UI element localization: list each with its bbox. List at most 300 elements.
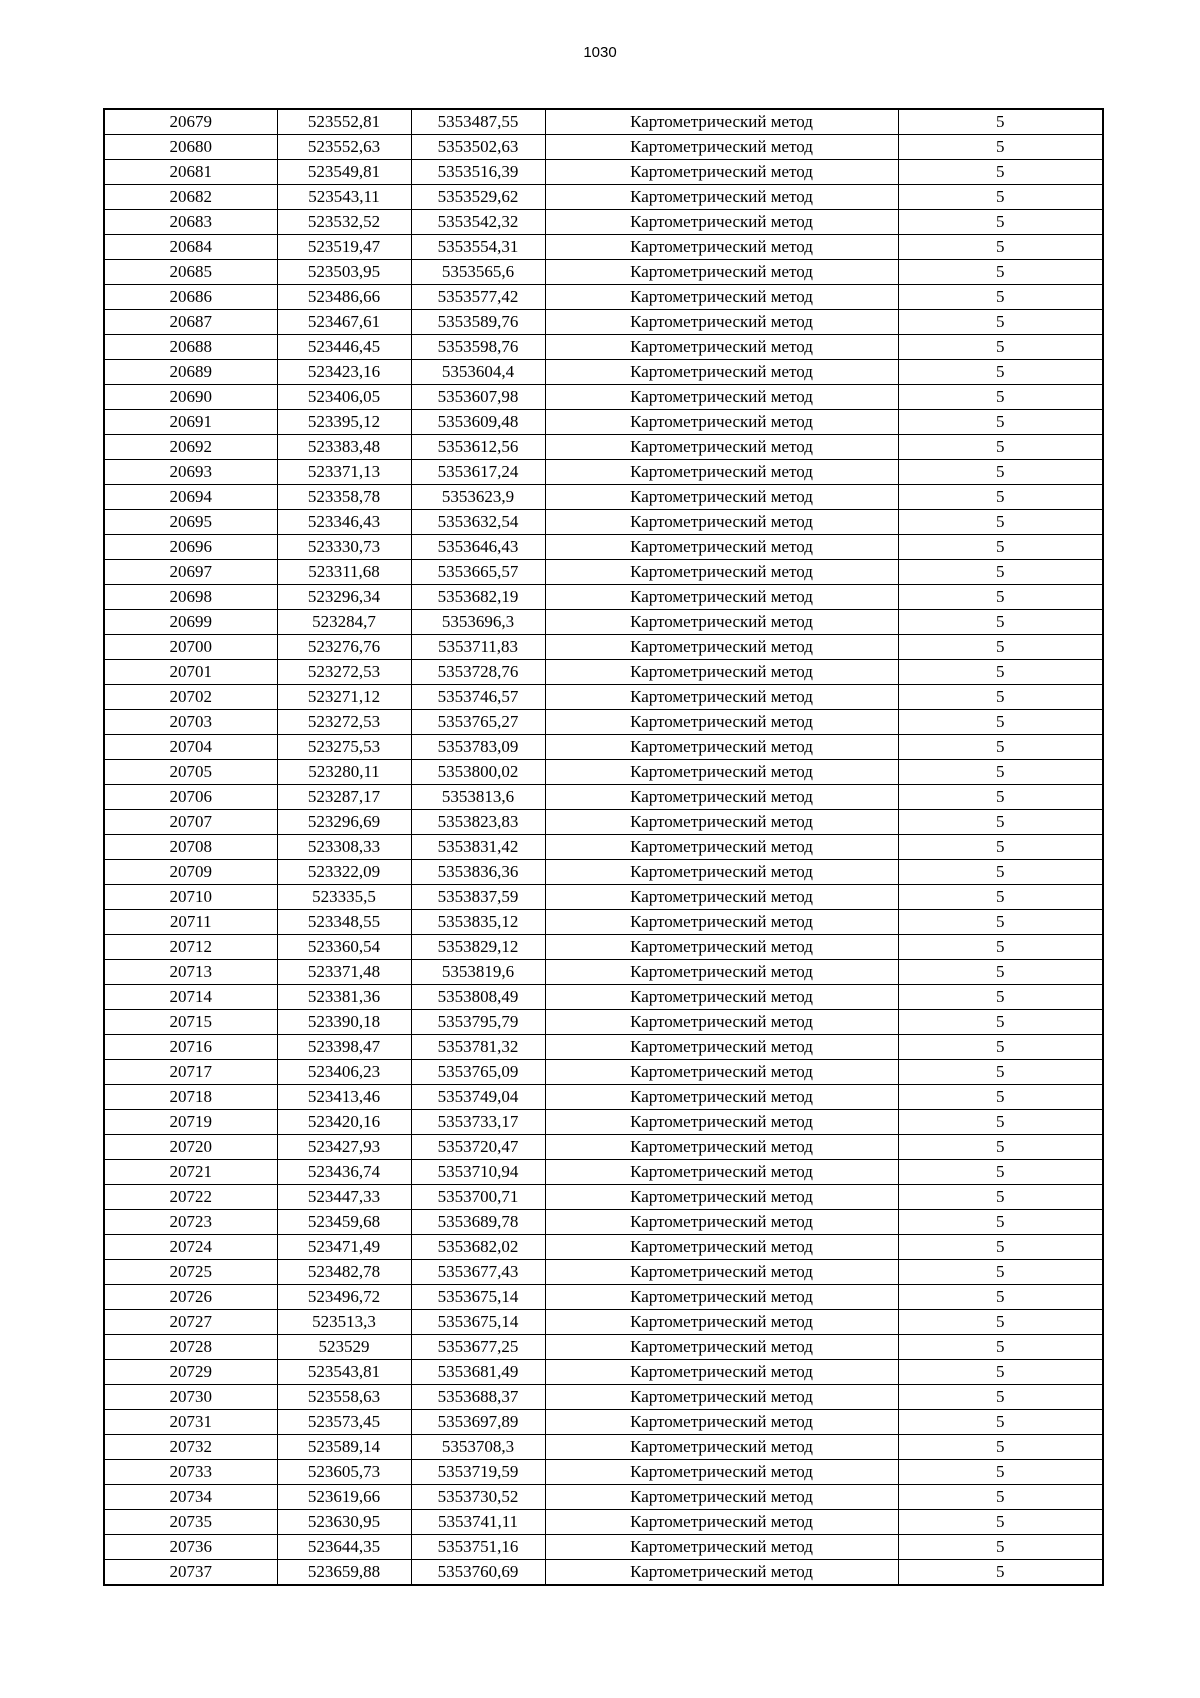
method-cell: Картометрический метод — [545, 1460, 898, 1485]
x-coordinate-cell: 523390,18 — [277, 1010, 411, 1035]
x-coordinate-cell: 523371,13 — [277, 460, 411, 485]
table-row — [104, 885, 1103, 910]
x-coordinate-cell: 523496,72 — [277, 1285, 411, 1310]
y-coordinate-cell: 5353682,19 — [411, 585, 545, 610]
method-cell: Картометрический метод — [545, 710, 898, 735]
table-row — [104, 460, 1103, 485]
table-row — [104, 1560, 1103, 1586]
method-cell: Картометрический метод — [545, 1110, 898, 1135]
method-cell: Картометрический метод — [545, 1385, 898, 1410]
y-coordinate-cell: 5353598,76 — [411, 335, 545, 360]
point-number-cell: 20716 — [104, 1035, 277, 1060]
method-cell: Картометрический метод — [545, 510, 898, 535]
accuracy-cell: 5 — [898, 1060, 1103, 1085]
y-coordinate-cell: 5353554,31 — [411, 235, 545, 260]
accuracy-cell: 5 — [898, 1010, 1103, 1035]
point-number-cell: 20684 — [104, 235, 277, 260]
accuracy-cell: 5 — [898, 1360, 1103, 1385]
point-number-cell: 20696 — [104, 535, 277, 560]
y-coordinate-cell: 5353682,02 — [411, 1235, 545, 1260]
point-number-cell: 20717 — [104, 1060, 277, 1085]
method-cell: Картометрический метод — [545, 1010, 898, 1035]
table-row — [104, 1410, 1103, 1435]
table-row — [104, 1435, 1103, 1460]
y-coordinate-cell: 5353720,47 — [411, 1135, 545, 1160]
table-row — [104, 135, 1103, 160]
method-cell: Картометрический метод — [545, 1210, 898, 1235]
y-coordinate-cell: 5353688,37 — [411, 1385, 545, 1410]
point-number-cell: 20683 — [104, 210, 277, 235]
table-row — [104, 1510, 1103, 1535]
point-number-cell: 20712 — [104, 935, 277, 960]
accuracy-cell: 5 — [898, 1110, 1103, 1135]
table-row — [104, 335, 1103, 360]
table-row — [104, 1010, 1103, 1035]
table-row — [104, 985, 1103, 1010]
method-cell: Картометрический метод — [545, 635, 898, 660]
x-coordinate-cell: 523589,14 — [277, 1435, 411, 1460]
accuracy-cell: 5 — [898, 1035, 1103, 1060]
point-number-cell: 20721 — [104, 1160, 277, 1185]
y-coordinate-cell: 5353708,3 — [411, 1435, 545, 1460]
y-coordinate-cell: 5353542,32 — [411, 210, 545, 235]
x-coordinate-cell: 523398,47 — [277, 1035, 411, 1060]
y-coordinate-cell: 5353719,59 — [411, 1460, 545, 1485]
x-coordinate-cell: 523358,78 — [277, 485, 411, 510]
y-coordinate-cell: 5353835,12 — [411, 910, 545, 935]
x-coordinate-cell: 523446,45 — [277, 335, 411, 360]
point-number-cell: 20704 — [104, 735, 277, 760]
method-cell: Картометрический метод — [545, 660, 898, 685]
accuracy-cell: 5 — [898, 885, 1103, 910]
x-coordinate-cell: 523296,69 — [277, 810, 411, 835]
method-cell: Картометрический метод — [545, 285, 898, 310]
accuracy-cell: 5 — [898, 135, 1103, 160]
point-number-cell: 20710 — [104, 885, 277, 910]
y-coordinate-cell: 5353829,12 — [411, 935, 545, 960]
point-number-cell: 20736 — [104, 1535, 277, 1560]
y-coordinate-cell: 5353604,4 — [411, 360, 545, 385]
x-coordinate-cell: 523280,11 — [277, 760, 411, 785]
point-number-cell: 20702 — [104, 685, 277, 710]
table-row — [104, 235, 1103, 260]
point-number-cell: 20711 — [104, 910, 277, 935]
x-coordinate-cell: 523659,88 — [277, 1560, 411, 1586]
y-coordinate-cell: 5353577,42 — [411, 285, 545, 310]
method-cell: Картометрический метод — [545, 1060, 898, 1085]
method-cell: Картометрический метод — [545, 160, 898, 185]
accuracy-cell: 5 — [898, 285, 1103, 310]
method-cell: Картометрический метод — [545, 460, 898, 485]
x-coordinate-cell: 523471,49 — [277, 1235, 411, 1260]
x-coordinate-cell: 523605,73 — [277, 1460, 411, 1485]
x-coordinate-cell: 523395,12 — [277, 410, 411, 435]
x-coordinate-cell: 523447,33 — [277, 1185, 411, 1210]
point-number-cell: 20700 — [104, 635, 277, 660]
y-coordinate-cell: 5353565,6 — [411, 260, 545, 285]
x-coordinate-cell: 523558,63 — [277, 1385, 411, 1410]
x-coordinate-cell: 523360,54 — [277, 935, 411, 960]
x-coordinate-cell: 523549,81 — [277, 160, 411, 185]
table-row — [104, 960, 1103, 985]
accuracy-cell: 5 — [898, 560, 1103, 585]
accuracy-cell: 5 — [898, 1535, 1103, 1560]
accuracy-cell: 5 — [898, 635, 1103, 660]
x-coordinate-cell: 523271,12 — [277, 685, 411, 710]
x-coordinate-cell: 523322,09 — [277, 860, 411, 885]
accuracy-cell: 5 — [898, 1410, 1103, 1435]
accuracy-cell: 5 — [898, 810, 1103, 835]
point-number-cell: 20720 — [104, 1135, 277, 1160]
x-coordinate-cell: 523383,48 — [277, 435, 411, 460]
method-cell: Картометрический метод — [545, 385, 898, 410]
table-row — [104, 285, 1103, 310]
accuracy-cell: 5 — [898, 510, 1103, 535]
y-coordinate-cell: 5353836,36 — [411, 860, 545, 885]
method-cell: Картометрический метод — [545, 1310, 898, 1335]
y-coordinate-cell: 5353697,89 — [411, 1410, 545, 1435]
accuracy-cell: 5 — [898, 1085, 1103, 1110]
accuracy-cell: 5 — [898, 160, 1103, 185]
method-cell: Картометрический метод — [545, 810, 898, 835]
table-row — [104, 1360, 1103, 1385]
table-row — [104, 735, 1103, 760]
y-coordinate-cell: 5353813,6 — [411, 785, 545, 810]
table-row — [104, 360, 1103, 385]
y-coordinate-cell: 5353837,59 — [411, 885, 545, 910]
y-coordinate-cell: 5353589,76 — [411, 310, 545, 335]
table-row — [104, 210, 1103, 235]
x-coordinate-cell: 523513,3 — [277, 1310, 411, 1335]
x-coordinate-cell: 523420,16 — [277, 1110, 411, 1135]
x-coordinate-cell: 523573,45 — [277, 1410, 411, 1435]
method-cell: Картометрический метод — [545, 760, 898, 785]
y-coordinate-cell: 5353502,63 — [411, 135, 545, 160]
x-coordinate-cell: 523296,34 — [277, 585, 411, 610]
method-cell: Картометрический метод — [545, 310, 898, 335]
table-row — [104, 410, 1103, 435]
table-row — [104, 435, 1103, 460]
table-row — [104, 160, 1103, 185]
x-coordinate-cell: 523427,93 — [277, 1135, 411, 1160]
table-row — [104, 1385, 1103, 1410]
point-number-cell: 20732 — [104, 1435, 277, 1460]
method-cell: Картометрический метод — [545, 435, 898, 460]
accuracy-cell: 5 — [898, 1310, 1103, 1335]
x-coordinate-cell: 523311,68 — [277, 560, 411, 585]
point-number-cell: 20735 — [104, 1510, 277, 1535]
method-cell: Картометрический метод — [545, 335, 898, 360]
y-coordinate-cell: 5353529,62 — [411, 185, 545, 210]
table-row — [104, 1460, 1103, 1485]
method-cell: Картометрический метод — [545, 1510, 898, 1535]
x-coordinate-cell: 523275,53 — [277, 735, 411, 760]
x-coordinate-cell: 523381,36 — [277, 985, 411, 1010]
method-cell: Картометрический метод — [545, 910, 898, 935]
x-coordinate-cell: 523532,52 — [277, 210, 411, 235]
method-cell: Картометрический метод — [545, 185, 898, 210]
accuracy-cell: 5 — [898, 685, 1103, 710]
y-coordinate-cell: 5353689,78 — [411, 1210, 545, 1235]
table-row — [104, 935, 1103, 960]
accuracy-cell: 5 — [898, 485, 1103, 510]
y-coordinate-cell: 5353751,16 — [411, 1535, 545, 1560]
y-coordinate-cell: 5353623,9 — [411, 485, 545, 510]
method-cell: Картометрический метод — [545, 560, 898, 585]
method-cell: Картометрический метод — [545, 1235, 898, 1260]
x-coordinate-cell: 523413,46 — [277, 1085, 411, 1110]
point-number-cell: 20708 — [104, 835, 277, 860]
y-coordinate-cell: 5353728,76 — [411, 660, 545, 685]
y-coordinate-cell: 5353783,09 — [411, 735, 545, 760]
table-row — [104, 1485, 1103, 1510]
y-coordinate-cell: 5353749,04 — [411, 1085, 545, 1110]
accuracy-cell: 5 — [898, 960, 1103, 985]
method-cell: Картометрический метод — [545, 685, 898, 710]
method-cell: Картометрический метод — [545, 260, 898, 285]
x-coordinate-cell: 523436,74 — [277, 1160, 411, 1185]
table-row — [104, 685, 1103, 710]
y-coordinate-cell: 5353831,42 — [411, 835, 545, 860]
y-coordinate-cell: 5353675,14 — [411, 1285, 545, 1310]
accuracy-cell: 5 — [898, 260, 1103, 285]
accuracy-cell: 5 — [898, 235, 1103, 260]
y-coordinate-cell: 5353681,49 — [411, 1360, 545, 1385]
point-number-cell: 20691 — [104, 410, 277, 435]
y-coordinate-cell: 5353741,11 — [411, 1510, 545, 1535]
x-coordinate-cell: 523552,81 — [277, 109, 411, 135]
point-number-cell: 20718 — [104, 1085, 277, 1110]
point-number-cell: 20715 — [104, 1010, 277, 1035]
point-number-cell: 20695 — [104, 510, 277, 535]
method-cell: Картометрический метод — [545, 785, 898, 810]
table-row — [104, 1035, 1103, 1060]
table-row — [104, 585, 1103, 610]
y-coordinate-cell: 5353632,54 — [411, 510, 545, 535]
accuracy-cell: 5 — [898, 460, 1103, 485]
y-coordinate-cell: 5353700,71 — [411, 1185, 545, 1210]
point-number-cell: 20730 — [104, 1385, 277, 1410]
point-number-cell: 20733 — [104, 1460, 277, 1485]
method-cell: Картометрический метод — [545, 135, 898, 160]
accuracy-cell: 5 — [898, 1285, 1103, 1310]
table-row — [104, 860, 1103, 885]
method-cell: Картометрический метод — [545, 835, 898, 860]
point-number-cell: 20685 — [104, 260, 277, 285]
y-coordinate-cell: 5353609,48 — [411, 410, 545, 435]
x-coordinate-cell: 523519,47 — [277, 235, 411, 260]
method-cell: Картометрический метод — [545, 1035, 898, 1060]
x-coordinate-cell: 523423,16 — [277, 360, 411, 385]
x-coordinate-cell: 523486,66 — [277, 285, 411, 310]
point-number-cell: 20701 — [104, 660, 277, 685]
accuracy-cell: 5 — [898, 1560, 1103, 1586]
table-row — [104, 1310, 1103, 1335]
point-number-cell: 20724 — [104, 1235, 277, 1260]
coordinates-table — [103, 108, 1104, 1586]
table-row — [104, 485, 1103, 510]
point-number-cell: 20680 — [104, 135, 277, 160]
accuracy-cell: 5 — [898, 1135, 1103, 1160]
accuracy-cell: 5 — [898, 785, 1103, 810]
method-cell: Картометрический метод — [545, 410, 898, 435]
x-coordinate-cell: 523348,55 — [277, 910, 411, 935]
table-row — [104, 635, 1103, 660]
point-number-cell: 20681 — [104, 160, 277, 185]
accuracy-cell: 5 — [898, 185, 1103, 210]
accuracy-cell: 5 — [898, 410, 1103, 435]
table-row — [104, 385, 1103, 410]
y-coordinate-cell: 5353746,57 — [411, 685, 545, 710]
accuracy-cell: 5 — [898, 435, 1103, 460]
method-cell: Картометрический метод — [545, 1085, 898, 1110]
accuracy-cell: 5 — [898, 535, 1103, 560]
accuracy-cell: 5 — [898, 1160, 1103, 1185]
accuracy-cell: 5 — [898, 109, 1103, 135]
method-cell: Картометрический метод — [545, 485, 898, 510]
accuracy-cell: 5 — [898, 1235, 1103, 1260]
x-coordinate-cell: 523503,95 — [277, 260, 411, 285]
table-row — [104, 1160, 1103, 1185]
point-number-cell: 20690 — [104, 385, 277, 410]
x-coordinate-cell: 523467,61 — [277, 310, 411, 335]
method-cell: Картометрический метод — [545, 210, 898, 235]
method-cell: Картометрический метод — [545, 935, 898, 960]
accuracy-cell: 5 — [898, 1210, 1103, 1235]
x-coordinate-cell: 523406,23 — [277, 1060, 411, 1085]
method-cell: Картометрический метод — [545, 1360, 898, 1385]
x-coordinate-cell: 523406,05 — [277, 385, 411, 410]
point-number-cell: 20727 — [104, 1310, 277, 1335]
method-cell: Картометрический метод — [545, 860, 898, 885]
accuracy-cell: 5 — [898, 1460, 1103, 1485]
point-number-cell: 20725 — [104, 1260, 277, 1285]
x-coordinate-cell: 523371,48 — [277, 960, 411, 985]
method-cell: Картометрический метод — [545, 535, 898, 560]
point-number-cell: 20694 — [104, 485, 277, 510]
point-number-cell: 20719 — [104, 1110, 277, 1135]
accuracy-cell: 5 — [898, 210, 1103, 235]
y-coordinate-cell: 5353646,43 — [411, 535, 545, 560]
y-coordinate-cell: 5353823,83 — [411, 810, 545, 835]
accuracy-cell: 5 — [898, 585, 1103, 610]
point-number-cell: 20737 — [104, 1560, 277, 1586]
y-coordinate-cell: 5353487,55 — [411, 109, 545, 135]
method-cell: Картометрический метод — [545, 360, 898, 385]
y-coordinate-cell: 5353765,09 — [411, 1060, 545, 1085]
table-row — [104, 1335, 1103, 1360]
y-coordinate-cell: 5353607,98 — [411, 385, 545, 410]
y-coordinate-cell: 5353710,94 — [411, 1160, 545, 1185]
table-row — [104, 1085, 1103, 1110]
accuracy-cell: 5 — [898, 1510, 1103, 1535]
accuracy-cell: 5 — [898, 1485, 1103, 1510]
y-coordinate-cell: 5353781,32 — [411, 1035, 545, 1060]
accuracy-cell: 5 — [898, 910, 1103, 935]
table-row — [104, 185, 1103, 210]
x-coordinate-cell: 523276,76 — [277, 635, 411, 660]
method-cell: Картометрический метод — [545, 960, 898, 985]
y-coordinate-cell: 5353765,27 — [411, 710, 545, 735]
method-cell: Картометрический метод — [545, 735, 898, 760]
point-number-cell: 20682 — [104, 185, 277, 210]
table-row — [104, 910, 1103, 935]
y-coordinate-cell: 5353612,56 — [411, 435, 545, 460]
point-number-cell: 20686 — [104, 285, 277, 310]
point-number-cell: 20705 — [104, 760, 277, 785]
y-coordinate-cell: 5353677,43 — [411, 1260, 545, 1285]
accuracy-cell: 5 — [898, 610, 1103, 635]
x-coordinate-cell: 523335,5 — [277, 885, 411, 910]
table-row — [104, 109, 1103, 135]
accuracy-cell: 5 — [898, 1435, 1103, 1460]
table-row — [104, 510, 1103, 535]
y-coordinate-cell: 5353677,25 — [411, 1335, 545, 1360]
table-row — [104, 710, 1103, 735]
point-number-cell: 20722 — [104, 1185, 277, 1210]
point-number-cell: 20699 — [104, 610, 277, 635]
accuracy-cell: 5 — [898, 1335, 1103, 1360]
table-row — [104, 760, 1103, 785]
table-row — [104, 610, 1103, 635]
point-number-cell: 20688 — [104, 335, 277, 360]
point-number-cell: 20723 — [104, 1210, 277, 1235]
method-cell: Картометрический метод — [545, 1185, 898, 1210]
x-coordinate-cell: 523272,53 — [277, 710, 411, 735]
table-row — [104, 1285, 1103, 1310]
y-coordinate-cell: 5353808,49 — [411, 985, 545, 1010]
point-number-cell: 20726 — [104, 1285, 277, 1310]
x-coordinate-cell: 523630,95 — [277, 1510, 411, 1535]
x-coordinate-cell: 523330,73 — [277, 535, 411, 560]
x-coordinate-cell: 523644,35 — [277, 1535, 411, 1560]
method-cell: Картометрический метод — [545, 1535, 898, 1560]
table-row — [104, 785, 1103, 810]
accuracy-cell: 5 — [898, 310, 1103, 335]
y-coordinate-cell: 5353665,57 — [411, 560, 545, 585]
method-cell: Картометрический метод — [545, 1135, 898, 1160]
x-coordinate-cell: 523287,17 — [277, 785, 411, 810]
accuracy-cell: 5 — [898, 385, 1103, 410]
y-coordinate-cell: 5353819,6 — [411, 960, 545, 985]
x-coordinate-cell: 523308,33 — [277, 835, 411, 860]
x-coordinate-cell: 523543,81 — [277, 1360, 411, 1385]
table-row — [104, 1185, 1103, 1210]
accuracy-cell: 5 — [898, 1260, 1103, 1285]
method-cell: Картометрический метод — [545, 985, 898, 1010]
accuracy-cell: 5 — [898, 360, 1103, 385]
table-row — [104, 1210, 1103, 1235]
accuracy-cell: 5 — [898, 860, 1103, 885]
method-cell: Картометрический метод — [545, 610, 898, 635]
table-row — [104, 835, 1103, 860]
x-coordinate-cell: 523543,11 — [277, 185, 411, 210]
method-cell: Картометрический метод — [545, 1560, 898, 1586]
x-coordinate-cell: 523552,63 — [277, 135, 411, 160]
accuracy-cell: 5 — [898, 1385, 1103, 1410]
table-row — [104, 260, 1103, 285]
x-coordinate-cell: 523619,66 — [277, 1485, 411, 1510]
method-cell: Картометрический метод — [545, 1160, 898, 1185]
y-coordinate-cell: 5353730,52 — [411, 1485, 545, 1510]
method-cell: Картометрический метод — [545, 1435, 898, 1460]
x-coordinate-cell: 523346,43 — [277, 510, 411, 535]
y-coordinate-cell: 5353800,02 — [411, 760, 545, 785]
y-coordinate-cell: 5353733,17 — [411, 1110, 545, 1135]
accuracy-cell: 5 — [898, 660, 1103, 685]
accuracy-cell: 5 — [898, 1185, 1103, 1210]
point-number-cell: 20713 — [104, 960, 277, 985]
